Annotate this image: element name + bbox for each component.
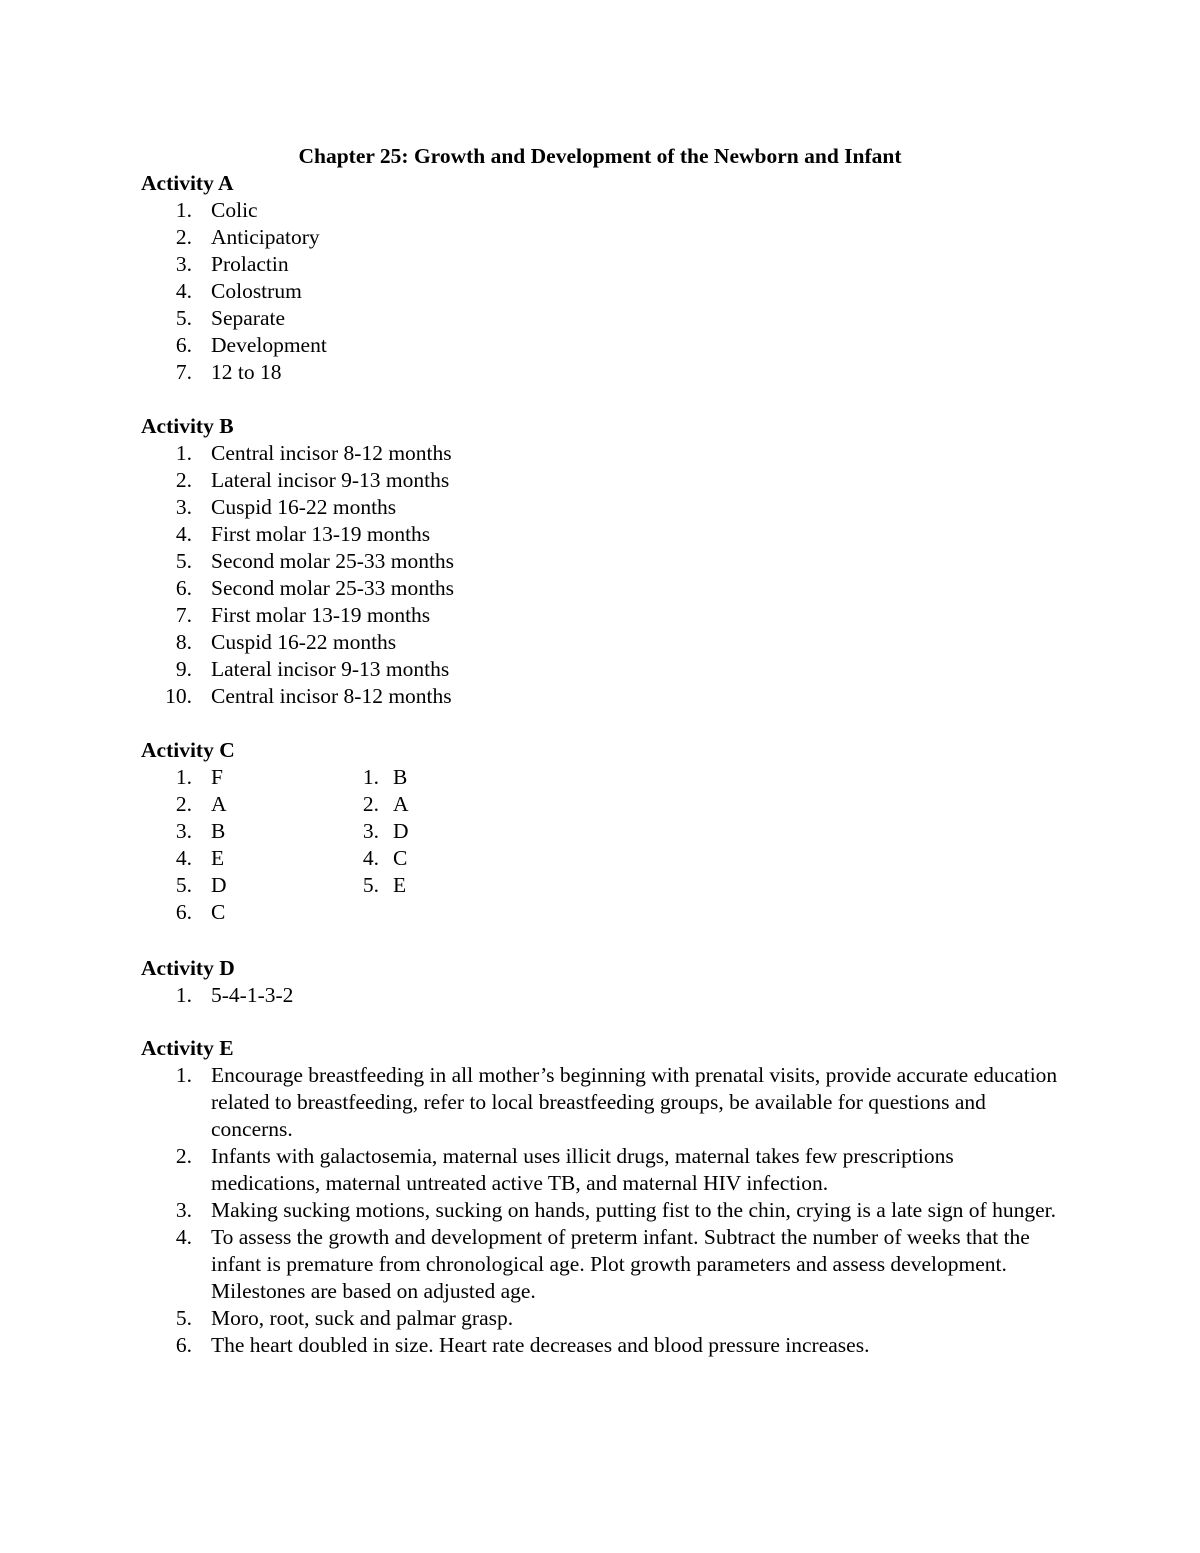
list-item [141,494,1061,521]
item-number: 7. [175,603,192,627]
item-text: Second molar 25-33 months [211,549,455,573]
list-item [141,982,1061,1009]
list-item [349,764,409,791]
list-item [141,764,1061,791]
list-item [141,575,1061,602]
list-item [141,1224,1061,1305]
item-text: Second molar 25-33 months [211,576,455,600]
item-number: 5. [175,1306,192,1330]
page-title: Chapter 25: Growth and Development of the Newborn and Infant [298,144,902,168]
item-number: 1. [175,983,192,1007]
item-text: The heart doubled in size. Heart rate decreases and blood pressure increases. [211,1333,870,1357]
item-text: C [393,846,408,870]
item-text: A [211,792,227,816]
activity-d-section [141,955,1061,1009]
item-number: 5. [362,873,379,897]
item-text: To assess the growth and development of preterm infant. Subtract the number of weeks that the infant is premature from chronological age. Plot growth parameters and assess development. Milestones are based on adjusted age. [211,1225,1030,1303]
item-text: Encourage breastfeeding in all mother’s beginning with prenatal visits, provide accurate education related to breastfeeding, refer to local breastfeeding groups, be available for questions and concerns. [211,1063,1058,1141]
list-item [141,440,1061,467]
item-text: Cuspid 16-22 months [211,630,397,654]
activity-e-heading: Activity E [141,1036,234,1060]
item-text: Making sucking motions, sucking on hands, putting fist to the chin, crying is a late sign of hunger. [211,1198,1056,1222]
item-number: 3. [175,495,192,519]
item-text: Prolactin [211,252,289,276]
item-number: 3. [362,819,379,843]
list-item [141,818,1061,845]
list-item [141,872,1061,899]
item-number: 3. [175,819,192,843]
item-number: 3. [175,252,192,276]
list-item [141,602,1061,629]
list-item [141,629,1061,656]
item-number: 1. [175,765,192,789]
activity-c-section [141,737,1061,926]
item-number: 9. [175,657,192,681]
list-item [141,683,1061,710]
list-item [141,1305,1061,1332]
item-text: First molar 13-19 months [211,603,431,627]
item-number: 4. [175,279,192,303]
list-item [141,1062,1061,1143]
activity-e-list [141,1062,1061,1359]
item-text: F [211,765,223,789]
list-item [141,656,1061,683]
list-item [141,548,1061,575]
item-number: 4. [362,846,379,870]
item-number: 4. [175,846,192,870]
item-text: E [393,873,407,897]
list-item [349,791,409,818]
item-text: 5-4-1-3-2 [211,983,294,1007]
item-text: Colostrum [211,279,302,303]
item-number: 7. [175,360,192,384]
list-item [141,305,1061,332]
item-number: 1. [175,1063,192,1087]
item-number: 6. [175,1333,192,1357]
item-text: Central incisor 8-12 months [211,684,452,708]
item-number: 2. [175,1144,192,1168]
item-text: C [211,900,226,924]
list-item [141,467,1061,494]
list-item [141,1197,1061,1224]
activity-a-heading: Activity A [141,171,234,195]
activity-c-heading: Activity C [141,738,235,762]
item-text: 12 to 18 [211,360,282,384]
activity-c-columns [141,764,1061,926]
item-text: Lateral incisor 9-13 months [211,468,450,492]
item-number: 2. [175,468,192,492]
item-text: B [211,819,226,843]
activity-b-heading: Activity B [141,414,234,438]
item-text: D [211,873,227,897]
list-item [141,197,1061,224]
item-text: A [393,792,409,816]
item-number: 2. [175,225,192,249]
list-item [349,818,409,845]
list-item [141,899,1061,926]
list-item [141,791,1061,818]
item-text: Lateral incisor 9-13 months [211,657,450,681]
item-text: D [393,819,409,843]
item-number: 4. [175,522,192,546]
item-number: 10. [165,684,192,708]
item-number: 4. [175,1225,192,1249]
item-number: 6. [175,576,192,600]
list-item [141,845,1061,872]
list-item [141,1143,1061,1197]
activity-b-section [141,413,1061,710]
list-item [141,278,1061,305]
list-item [141,1332,1061,1359]
item-number: 1. [175,441,192,465]
item-text: Infants with galactosemia, maternal uses illicit drugs, maternal takes few prescriptions medications, maternal untreated active TB, and maternal HIV infection. [211,1144,954,1195]
activity-a-list [141,197,1061,386]
activity-a-section [141,170,1061,386]
list-item [349,845,409,872]
item-text: B [393,765,408,789]
item-number: 5. [175,306,192,330]
item-number: 1. [362,765,379,789]
item-text: Colic [211,198,258,222]
list-item [141,224,1061,251]
item-text: Anticipatory [211,225,320,249]
item-number: 6. [175,900,192,924]
item-number: 3. [175,1198,192,1222]
activity-e-section [141,1035,1061,1359]
item-text: First molar 13-19 months [211,522,431,546]
item-text: Cuspid 16-22 months [211,495,397,519]
list-item [141,251,1061,278]
item-text: Separate [211,306,286,330]
list-item [349,872,409,899]
item-number: 2. [175,792,192,816]
item-text: Development [211,333,327,357]
list-item [141,359,1061,386]
item-number: 6. [175,333,192,357]
item-text: Central incisor 8-12 months [211,441,452,465]
item-number: 1. [175,198,192,222]
item-text: Moro, root, suck and palmar grasp. [211,1306,514,1330]
list-item [141,332,1061,359]
activity-b-list [141,440,1061,710]
activity-d-list [141,982,1061,1009]
item-number: 8. [175,630,192,654]
list-item [141,521,1061,548]
activity-d-heading: Activity D [141,956,235,980]
activity-c-list-left [141,764,1061,926]
item-number: 2. [362,792,379,816]
item-number: 5. [175,549,192,573]
item-number: 5. [175,873,192,897]
item-text: E [211,846,225,870]
activity-c-list-right [349,764,409,899]
